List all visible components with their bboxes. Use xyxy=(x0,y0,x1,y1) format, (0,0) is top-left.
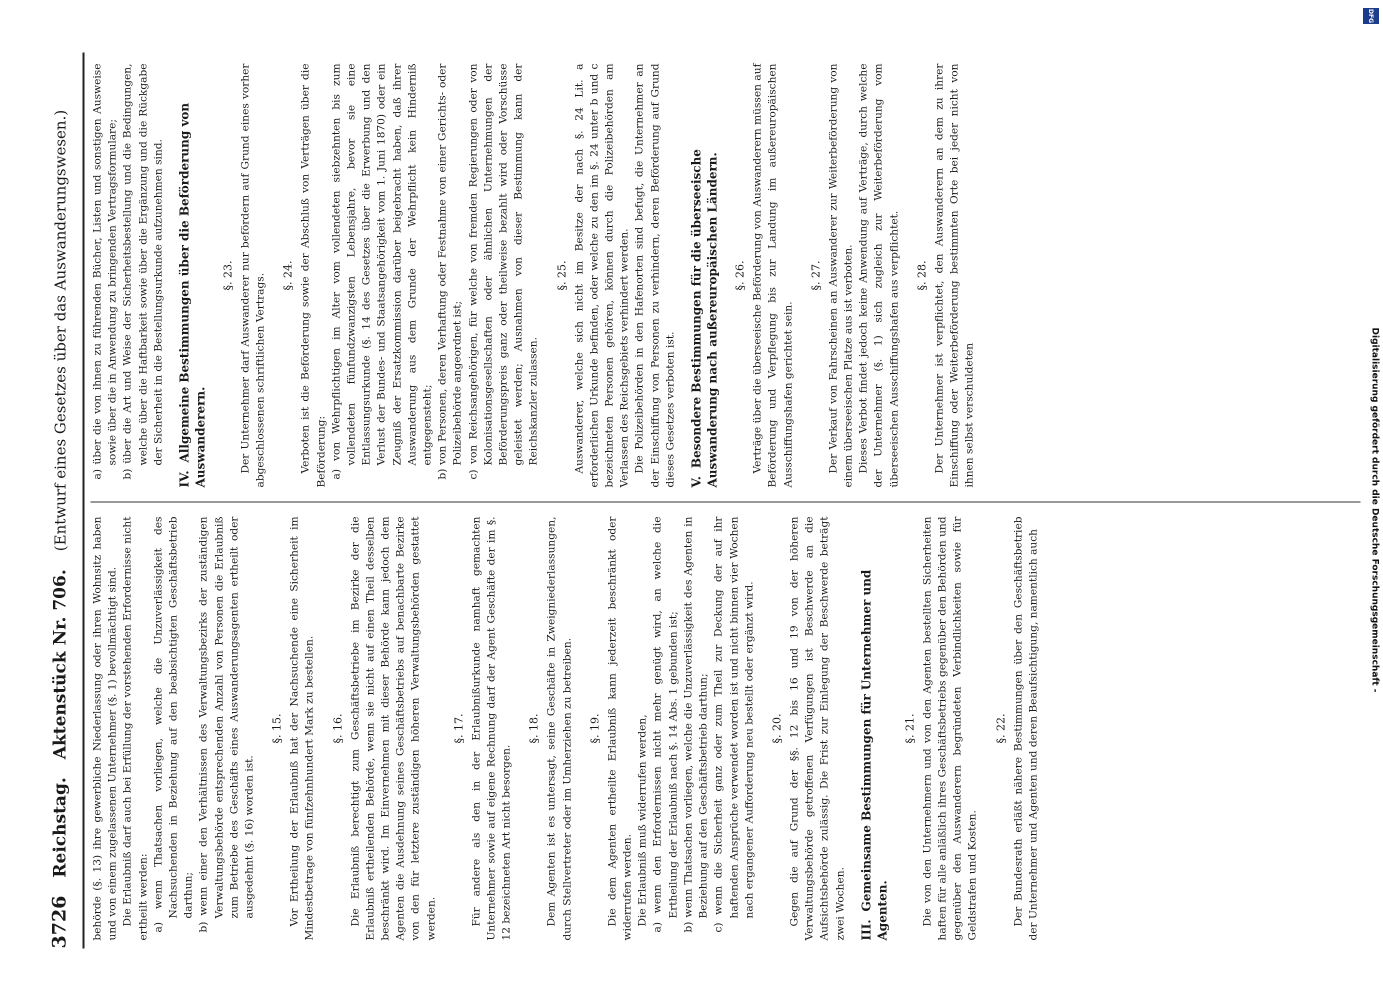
section-title: §. 16. xyxy=(331,713,345,744)
section-text: Der Unternehmer ist verpflichtet, den Auswanderern an dem zu ihrer Einschiffung oder Weiterbeförderung bestimmten Orte bei jeder nicht von ihnen selbst verschuldeten xyxy=(933,63,976,488)
list-item: b) wenn Thatsachen vorliegen, welche die Unzuverlässigkeit des Agenten in Beziehung auf den Geschäftsbetrieb darthun; xyxy=(682,516,710,933)
section-title: §. 18. xyxy=(527,713,541,744)
section-title: §. 22. xyxy=(994,713,1008,744)
section-text: Die von den Unternehmern und von den Agenten bestellten Sicherheiten haften für alle anläßlich ihres Geschäftsbetriebs gegenüber den Behörden und gegenüber den Auswanderern begründeten Verbindlichkeiten sowie für Geldstrafen und Kosten. xyxy=(921,516,979,941)
section-text: Verboten ist die Beförderung sowie der Abschluß von Verträgen über die Beförderung: xyxy=(299,63,328,488)
part-title: Gemeinsame Bestimmungen für Unternehmer und Agenten. xyxy=(859,569,890,941)
list-item: c) von Reichsangehörigen, für welche von fremden Regierungen oder von Kolonisationsgesellschaften oder ähnlichen Unternehmungen der Beförderungspreis ganz oder theilweise bezahlt wird oder Vorschüsse geleistet werden; Ausnahmen von dieser Bestimmung kann der Reichskanzler zulassen. xyxy=(467,63,540,480)
section-title: §. 25. xyxy=(555,260,569,291)
section-text: Gegen die auf Grund der §§. 12 bis 16 und 19 von der höheren Verwaltungsbehörde getroffenen Verfügungen ist Beschwerde an die Aufsichtsbehörde zulässig. Die Frist zur Einlegung der Beschwerde beträgt zwei Wochen. xyxy=(788,516,847,941)
section-text: Dieses Verbot findet jedoch keine Anwendung auf Verträge, durch welche der Unternehmer (§. 1) sich zugleich zur Weiterbeförderung vom überseeischen Ausschiffungshafen aus verpflichtet. xyxy=(857,63,901,488)
part-numeral: III. xyxy=(859,919,874,941)
section-title: §. 20. xyxy=(770,713,784,744)
section-text: Die Erlaubniß muß widerrufen werden, xyxy=(636,714,649,927)
section-text: Der Verkauf von Fahrscheinen an Auswanderer zur Weiterbeförderung von einem überseeischen Platze aus ist verboten. xyxy=(827,63,855,488)
part-heading xyxy=(177,64,209,488)
list-item: b) von Personen, deren Verhaftung oder Festnahme von einer Gerichts- oder Polizeibehörde angeordnet ist; xyxy=(436,63,464,480)
condition-paragraph: Die Erlaubniß darf auch bei Erfüllung der vorstehenden Erfordernisse nicht ertheilt werden: xyxy=(121,516,150,941)
credit-line xyxy=(1365,30,1383,990)
section-text: Der Bundesrath erläßt nähere Bestimmungen über den Geschäftsbetrieb der Unternehmer und Agenten und deren Beaufsichtigung, namentlich auch xyxy=(1012,516,1040,941)
section-title: §. 26. xyxy=(733,260,747,291)
part-numeral: V. xyxy=(689,476,704,488)
document-page xyxy=(39,39,1364,963)
section-title: §. 27. xyxy=(809,260,823,291)
list-item: a) wenn den Erfordernissen nicht mehr genügt wird, an welche die Ertheilung der Erlaubniß nach §. 14 Abs. 1 gebunden ist; xyxy=(651,516,680,933)
section-text: Die Erlaubniß berechtigt zum Geschäftsbetriebe im Bezirke der die Erlaubniß ertheilenden Behörde, wenn sie nicht auf einen Theil desselben beschränkt wird. Im Einvernehmen mit dieser Behörde kann jedoch dem Agenten die Ausdehnung seines Geschäftsbetriebs auf benachbarte Bezirke von den für letztere zuständigen höheren Verwaltungsbehörden gestattet werden. xyxy=(349,516,438,941)
section-title: §. 28. xyxy=(915,260,929,291)
text-columns xyxy=(91,53,1361,949)
section-text: Der Unternehmer darf Auswanderer nur befördern auf Grund eines vorher abgeschlossenen schriftlichen Vertrags. xyxy=(239,63,267,488)
list-item: c) wenn die Sicherheit ganz oder zum Theil zur Deckung der auf ihr haftenden Ansprüche verwendet worden ist und nicht binnen vier Wochen nach ergangener Aufforderung neu bestellt oder ergänzt wird. xyxy=(712,516,756,933)
section-title: §. 21. xyxy=(903,713,917,744)
section-title: §. 23. xyxy=(221,260,235,291)
list-item: b) über die Art und Weise der Sicherheitsbestellung und die Bedingungen, welche über die Haftbarkeit sowie über die Ergänzung und die Rückgabe der Sicherheit in die Bestellungsurkunde aufzunehmen sind. xyxy=(121,63,165,480)
document-ref: Aktenstück Nr. 706. xyxy=(50,569,71,760)
section-text: Für andere als den in der Erlaubnißurkunde namhaft gemachten Unternehmer sowie auf eigene Rechnung darf der Agent Geschäfte der im §. 12 bezeichneten Art nicht besorgen. xyxy=(470,516,513,941)
part-heading xyxy=(689,64,721,488)
dfg-logo: DFG xyxy=(1363,8,1379,24)
credit-text: Digitalisierung gefördert durch die Deutsche Forschungsgemeinschaft - xyxy=(1369,327,1380,693)
section-title: §. 24. xyxy=(281,260,295,291)
document-subtitle: (Entwurf eines Gesetzes über das Auswanderungswesen.) xyxy=(51,109,70,552)
section-text: Dem Agenten ist es untersagt, seine Geschäfte in Zweigniederlassungen, durch Stellvertreter oder im Umherziehen zu betreiben. xyxy=(545,516,574,941)
part-heading xyxy=(858,517,890,941)
list-item: a) über die von ihnen zu führenden Bücher, Listen und sonstigen Ausweise sowie über die in Anwendung zu bringenden Vertragsformulare; xyxy=(91,63,119,480)
section-title: §. 15. xyxy=(270,713,284,744)
left-column xyxy=(91,509,1361,949)
page-header xyxy=(49,53,85,949)
list-item: a) wenn Thatsachen vorliegen, welche die Unzuverlässigkeit des Nachsuchenden in Beziehung auf den beabsichtigten Geschäftsbetrieb darthun; xyxy=(152,516,195,933)
section-text: Auswanderer, welche sich nicht im Besitze der nach §. 24 Lit. a erforderlichen Urkunde befinden, oder welche zu den im §. 24 unter b und c bezeichneten Personen gehören, können durch die Polizeibehörden am Verlassen des Reichsgebiets verhindert werden. xyxy=(573,63,631,488)
intro-paragraph: behörde (§. 13) ihre gewerbliche Niederlassung oder ihren Wohnsitz haben und von einem zugelassenen Unternehmer (§. 1) bevollmächtigt sind. xyxy=(91,516,119,941)
section-text: Die Polizeibehörden in den Hafenorten sind befugt, die Unternehmer an der Einschiffung von Personen zu verhindern, deren Beförderung auf Grund dieses Gesetzes verboten ist. xyxy=(633,63,677,488)
list-item: a) von Wehrpflichtigen im Alter vom vollendeten siebzehnten bis zum vollendeten fünfundzwanzigsten Lebensjahre, bevor sie eine Entlassungsurkunde (§. 14 des Gesetzes über die Erwerbung und den Verlust der Bundes- und Staatsangehörigkeit vom 1. Juni 1870) oder ein Zeugniß der Ersatzkommission darüber beigebracht haben, daß ihrer Auswanderung aus dem Grunde der Wehrpflicht kein Hinderniß entgegensteht; xyxy=(330,63,434,480)
column-divider xyxy=(91,502,1361,503)
section-text: Vor Ertheilung der Erlaubniß hat der Nachsuchende eine Sicherheit im Mindestbetrage von fünfzehnhundert Mark zu bestellen. xyxy=(288,516,316,941)
right-column xyxy=(91,56,1361,496)
chamber-name: Reichstag. xyxy=(50,777,71,878)
page-number: 3726 xyxy=(48,895,71,949)
part-title: Allgemeine Bestimmungen über die Beförderung von Auswanderern. xyxy=(177,102,208,488)
section-title: §. 19. xyxy=(588,713,602,744)
part-numeral: IV. xyxy=(177,470,192,488)
section-title: §. 17. xyxy=(452,713,466,744)
section-text: Die dem Agenten ertheilte Erlaubniß kann jederzeit beschränkt oder widerrufen werden. xyxy=(606,516,634,941)
part-title: Besondere Bestimmungen für die überseeische Auswanderung nach außereuropäischen Ländern. xyxy=(689,149,720,488)
section-text: Verträge über die überseeische Beförderung von Auswanderern müssen auf Beförderung und Verpflegung bis zur Landung im außereuropäischen Ausschiffungshafen gerichtet sein. xyxy=(751,63,794,488)
list-item: b) wenn einer den Verhältnissen des Verwaltungsbezirks der zuständigen Verwaltungsbehörde entsprechenden Anzahl von Personen die Erlaubniß zum Betriebe des Geschäfts eines Auswanderungsagenten ertheilt oder ausgedehnt (§. 16) worden ist. xyxy=(197,516,256,933)
